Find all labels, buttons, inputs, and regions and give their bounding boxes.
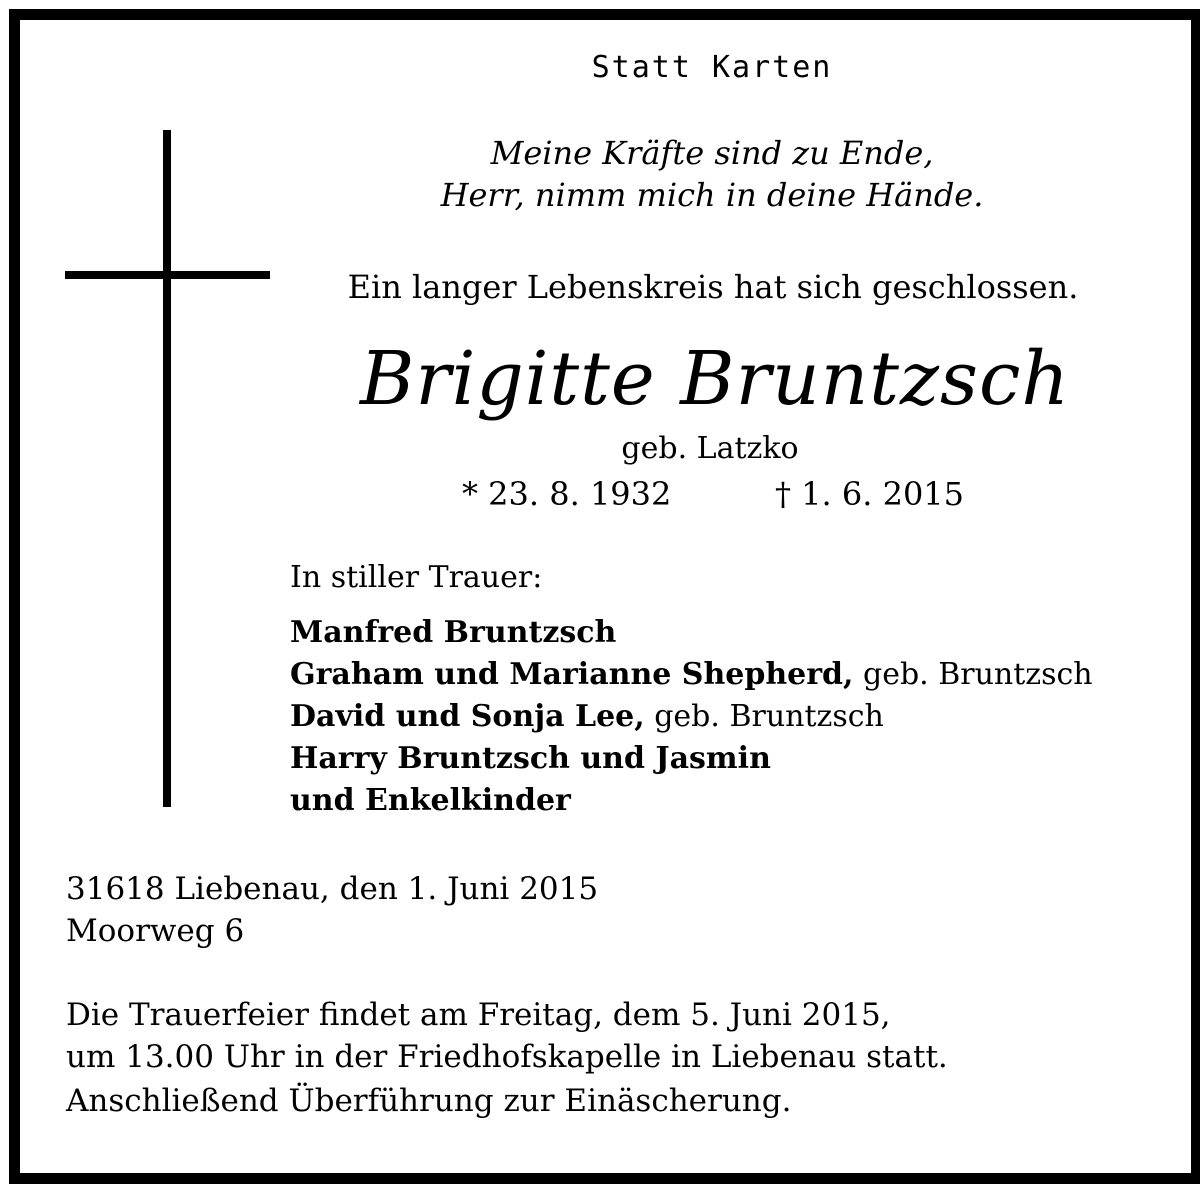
mourner-name: David und Sonja Lee, — [290, 699, 645, 734]
mourner-name: Manfred Bruntzsch — [290, 615, 617, 650]
ceremony-line-1: Die Trauerfeier findet am Freitag, dem 5. Juni 2015, — [66, 997, 891, 1033]
cross-icon — [163, 130, 171, 807]
verse-line-2: Herr, nimm mich in deine Hände. — [440, 176, 984, 214]
mourners-list — [290, 612, 1093, 822]
ceremony-block — [66, 994, 948, 1078]
mourner-name: Harry Bruntzsch und Jasmin — [290, 741, 771, 776]
mourner-row — [290, 738, 1093, 780]
mourner-name: Graham und Marianne Shepherd, — [290, 657, 854, 692]
mourner-row — [290, 654, 1093, 696]
death-date: † 1. 6. 2015 — [775, 475, 965, 513]
deceased-name: Brigitte Bruntzsch — [359, 336, 1071, 422]
mourner-name: und Enkelkinder — [290, 783, 571, 818]
verse-line-1: Meine Kräfte sind zu Ende, — [490, 134, 934, 172]
birth-date: * 23. 8. 1932 — [462, 475, 672, 513]
mourner-suffix: geb. Bruntzsch — [853, 657, 1093, 692]
mourner-suffix: geb. Bruntzsch — [644, 699, 884, 734]
mourner-row — [290, 780, 1093, 822]
mourner-row — [290, 696, 1093, 738]
address-street: Moorweg 6 — [66, 913, 245, 949]
mourner-row — [290, 612, 1093, 654]
lebenskreis-text: Ein langer Lebenskreis hat sich geschlossen. — [347, 268, 1079, 306]
ceremony-line-2: um 13.00 Uhr in der Friedhofskapelle in Liebenau statt. — [66, 1039, 948, 1075]
cross-icon-crossbar — [65, 271, 270, 279]
ceremony-line-3: Anschließend Überführung zur Einäscherung. — [66, 1083, 792, 1119]
birth-name: geb. Latzko — [621, 431, 799, 466]
address-place-date: 31618 Liebenau, den 1. Juni 2015 — [66, 871, 599, 907]
statt-karten-heading: Statt Karten — [591, 50, 833, 85]
mourning-label: In stiller Trauer: — [290, 560, 543, 595]
address-block — [66, 868, 598, 952]
